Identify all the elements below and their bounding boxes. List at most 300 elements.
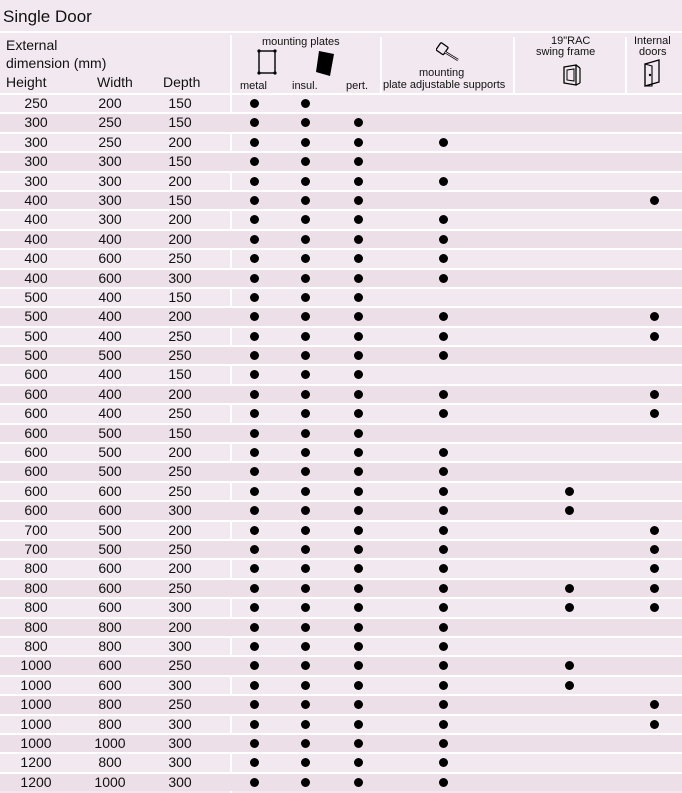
width-cell: 400 xyxy=(98,308,122,325)
adj-available-dot xyxy=(439,332,448,341)
width-cell: 600 xyxy=(98,250,122,267)
depth-cell: 150 xyxy=(168,424,192,441)
table-row xyxy=(0,520,682,539)
height-cell: 1000 xyxy=(20,696,52,713)
rac-label-1: 19"RAC xyxy=(551,35,591,47)
insul-available-dot xyxy=(301,603,310,612)
pert-available-dot xyxy=(354,351,363,360)
int-available-dot xyxy=(650,564,659,573)
height-cell: 400 xyxy=(24,269,48,286)
table-row xyxy=(0,442,682,461)
depth-cell: 250 xyxy=(168,405,192,422)
table-row xyxy=(0,132,682,151)
insul-available-dot xyxy=(301,526,310,535)
metal-available-dot xyxy=(250,370,259,379)
metal-available-dot xyxy=(250,739,259,748)
insul-available-dot xyxy=(301,623,310,632)
depth-cell: 150 xyxy=(168,191,192,208)
depth-cell: 150 xyxy=(168,153,192,170)
height-cell: 600 xyxy=(24,385,48,402)
pert-available-dot xyxy=(354,506,363,515)
width-cell: 400 xyxy=(98,288,122,305)
insul-available-dot xyxy=(301,545,310,554)
table-row xyxy=(0,694,682,713)
insul-available-dot xyxy=(301,351,310,360)
table-row xyxy=(0,733,682,752)
metal-available-dot xyxy=(250,312,259,321)
width-cell: 600 xyxy=(98,676,122,693)
adj-available-dot xyxy=(439,467,448,476)
height-cell: 800 xyxy=(24,579,48,596)
int-available-dot xyxy=(650,526,659,535)
depth-cell: 150 xyxy=(168,288,192,305)
insul-available-dot xyxy=(301,409,310,418)
metal-available-dot xyxy=(250,332,259,341)
width-cell: 250 xyxy=(98,114,122,131)
width-cell: 600 xyxy=(98,482,122,499)
table-row xyxy=(0,655,682,674)
insul-available-dot xyxy=(301,506,310,515)
table-row xyxy=(0,345,682,364)
height-cell: 600 xyxy=(24,366,48,383)
adjustable-support-icon xyxy=(436,41,462,63)
adj-available-dot xyxy=(439,526,448,535)
height-cell: 1200 xyxy=(20,773,52,790)
depth-cell: 300 xyxy=(168,637,192,654)
table-row xyxy=(0,112,682,131)
adj-available-dot xyxy=(439,215,448,224)
depth-cell: 150 xyxy=(168,95,192,111)
metal-plate-icon xyxy=(256,48,278,76)
width-cell: 800 xyxy=(98,618,122,635)
depth-cell: 250 xyxy=(168,696,192,713)
metal-available-dot xyxy=(250,603,259,612)
depth-cell: 150 xyxy=(168,114,192,131)
table-row xyxy=(0,171,682,190)
width-cell: 600 xyxy=(98,599,122,616)
adj-available-dot xyxy=(439,700,448,709)
table-row xyxy=(0,461,682,480)
column-separator xyxy=(380,37,382,93)
insul-available-dot xyxy=(301,332,310,341)
pert-available-dot xyxy=(354,274,363,283)
insul-available-dot xyxy=(301,739,310,748)
pert-available-dot xyxy=(354,370,363,379)
adj-available-dot xyxy=(439,409,448,418)
height-cell: 400 xyxy=(24,191,48,208)
insul-available-dot xyxy=(301,370,310,379)
adj-available-dot xyxy=(439,661,448,670)
pert-available-dot xyxy=(354,700,363,709)
pert-available-dot xyxy=(354,429,363,438)
metal-available-dot xyxy=(250,138,259,147)
pert-available-dot xyxy=(354,681,363,690)
depth-cell: 300 xyxy=(168,676,192,693)
insul-available-dot xyxy=(301,467,310,476)
table-row xyxy=(0,539,682,558)
depth-cell: 200 xyxy=(168,308,192,325)
page-title: Single Door xyxy=(0,0,682,33)
metal-available-dot xyxy=(250,758,259,767)
height-cell: 1000 xyxy=(20,734,52,751)
metal-available-dot xyxy=(250,700,259,709)
insul-available-dot xyxy=(301,177,310,186)
adj-available-dot xyxy=(439,720,448,729)
mounting-plates-header: mounting plates xyxy=(262,36,340,48)
height-cell: 500 xyxy=(24,327,48,344)
metal-available-dot xyxy=(250,274,259,283)
table-row xyxy=(0,326,682,345)
metal-available-dot xyxy=(250,390,259,399)
adj-available-dot xyxy=(439,487,448,496)
depth-cell: 200 xyxy=(168,444,192,461)
insul-available-dot xyxy=(301,564,310,573)
height-cell: 600 xyxy=(24,424,48,441)
table-row xyxy=(0,268,682,287)
width-cell: 400 xyxy=(98,405,122,422)
insul-available-dot xyxy=(301,99,310,108)
width-cell: 500 xyxy=(98,347,122,364)
insul-available-dot xyxy=(301,429,310,438)
adj-available-dot xyxy=(439,177,448,186)
pert-available-dot xyxy=(354,778,363,787)
width-cell: 500 xyxy=(98,540,122,557)
pert-available-dot xyxy=(354,661,363,670)
height-cell: 500 xyxy=(24,347,48,364)
width-cell: 200 xyxy=(98,95,122,111)
height-cell: 1200 xyxy=(20,754,52,771)
ext-dim-label-1: External xyxy=(6,37,58,53)
pert-available-dot xyxy=(354,235,363,244)
adj-support-label-1: mounting xyxy=(419,67,465,79)
pert-available-dot xyxy=(354,739,363,748)
insul-available-dot xyxy=(301,293,310,302)
height-cell: 600 xyxy=(24,482,48,499)
width-cell: 500 xyxy=(98,444,122,461)
table-row xyxy=(0,500,682,519)
pert-available-dot xyxy=(354,409,363,418)
width-cell: 600 xyxy=(98,657,122,674)
metal-available-dot xyxy=(250,642,259,651)
adj-available-dot xyxy=(439,778,448,787)
pert-available-dot xyxy=(354,564,363,573)
insul-available-dot xyxy=(301,487,310,496)
insul-available-dot xyxy=(301,778,310,787)
table-row xyxy=(0,617,682,636)
int-available-dot xyxy=(650,720,659,729)
width-cell: 500 xyxy=(98,521,122,538)
table-row xyxy=(0,190,682,209)
insul-header: insul. xyxy=(292,80,318,92)
width-cell: 600 xyxy=(98,560,122,577)
insul-available-dot xyxy=(301,681,310,690)
rac-label-2: swing frame xyxy=(536,46,596,58)
height-cell: 700 xyxy=(24,540,48,557)
table-row xyxy=(0,384,682,403)
int-available-dot xyxy=(650,409,659,418)
pert-available-dot xyxy=(354,390,363,399)
pert-available-dot xyxy=(354,526,363,535)
pert-available-dot xyxy=(354,138,363,147)
height-cell: 300 xyxy=(24,172,48,189)
internal-doors-label-1: Internal xyxy=(634,35,671,47)
adj-available-dot xyxy=(439,274,448,283)
width-cell: 600 xyxy=(98,502,122,519)
pert-available-dot xyxy=(354,332,363,341)
pert-available-dot xyxy=(354,603,363,612)
table-row xyxy=(0,423,682,442)
table-row xyxy=(0,209,682,228)
height-cell: 800 xyxy=(24,599,48,616)
height-cell: 400 xyxy=(24,211,48,228)
int-available-dot xyxy=(650,312,659,321)
rac-available-dot xyxy=(565,603,574,612)
depth-cell: 300 xyxy=(168,773,192,790)
width-cell: 500 xyxy=(98,424,122,441)
width-cell: 400 xyxy=(98,385,122,402)
insul-available-dot xyxy=(301,390,310,399)
insul-available-dot xyxy=(301,700,310,709)
metal-available-dot xyxy=(250,681,259,690)
width-cell: 500 xyxy=(98,463,122,480)
height-cell: 800 xyxy=(24,618,48,635)
width-cell: 800 xyxy=(98,754,122,771)
adj-available-dot xyxy=(439,681,448,690)
width-cell: 800 xyxy=(98,715,122,732)
adj-available-dot xyxy=(439,758,448,767)
adj-available-dot xyxy=(439,642,448,651)
adj-available-dot xyxy=(439,312,448,321)
metal-available-dot xyxy=(250,448,259,457)
width-header: Width xyxy=(97,74,133,90)
depth-cell: 200 xyxy=(168,172,192,189)
insul-available-dot xyxy=(301,584,310,593)
internal-door-icon xyxy=(641,58,663,88)
width-cell: 800 xyxy=(98,696,122,713)
insul-available-dot xyxy=(301,196,310,205)
pert-header: pert. xyxy=(346,80,369,92)
pert-available-dot xyxy=(354,487,363,496)
metal-available-dot xyxy=(250,293,259,302)
metal-available-dot xyxy=(250,254,259,263)
insul-available-dot xyxy=(301,157,310,166)
insul-available-dot xyxy=(301,642,310,651)
metal-available-dot xyxy=(250,351,259,360)
depth-cell: 250 xyxy=(168,347,192,364)
table-row xyxy=(0,287,682,306)
rac-available-dot xyxy=(565,584,574,593)
insul-available-dot xyxy=(301,448,310,457)
depth-cell: 300 xyxy=(168,754,192,771)
insul-available-dot xyxy=(301,274,310,283)
height-cell: 800 xyxy=(24,637,48,654)
adj-available-dot xyxy=(439,235,448,244)
width-cell: 1000 xyxy=(94,773,126,790)
insul-available-dot xyxy=(301,720,310,729)
column-separator xyxy=(625,37,627,93)
depth-cell: 250 xyxy=(168,540,192,557)
insul-available-dot xyxy=(301,254,310,263)
table-row xyxy=(0,597,682,616)
adj-support-label-2: plate adjustable supports xyxy=(383,79,506,91)
pert-available-dot xyxy=(354,293,363,302)
insul-available-dot xyxy=(301,758,310,767)
rac-available-dot xyxy=(565,661,574,670)
metal-available-dot xyxy=(250,235,259,244)
height-cell: 700 xyxy=(24,521,48,538)
table-row xyxy=(0,93,682,112)
metal-available-dot xyxy=(250,661,259,670)
width-cell: 300 xyxy=(98,211,122,228)
depth-header: Depth xyxy=(163,74,201,90)
pert-available-dot xyxy=(354,642,363,651)
height-cell: 600 xyxy=(24,502,48,519)
depth-cell: 250 xyxy=(168,250,192,267)
depth-cell: 200 xyxy=(168,230,192,247)
depth-cell: 250 xyxy=(168,657,192,674)
height-cell: 300 xyxy=(24,114,48,131)
table-row xyxy=(0,675,682,694)
pert-available-dot xyxy=(354,467,363,476)
depth-cell: 250 xyxy=(168,482,192,499)
depth-cell: 200 xyxy=(168,560,192,577)
metal-available-dot xyxy=(250,545,259,554)
adj-available-dot xyxy=(439,603,448,612)
pert-available-dot xyxy=(354,215,363,224)
table-row xyxy=(0,558,682,577)
adj-available-dot xyxy=(439,506,448,515)
depth-cell: 200 xyxy=(168,385,192,402)
width-cell: 400 xyxy=(98,327,122,344)
table-row xyxy=(0,151,682,170)
height-cell: 500 xyxy=(24,288,48,305)
pert-available-dot xyxy=(354,584,363,593)
pert-available-dot xyxy=(354,157,363,166)
adj-available-dot xyxy=(439,351,448,360)
height-cell: 1000 xyxy=(20,657,52,674)
table-header xyxy=(0,35,682,93)
metal-available-dot xyxy=(250,623,259,632)
depth-cell: 300 xyxy=(168,734,192,751)
insul-available-dot xyxy=(301,118,310,127)
metal-header: metal xyxy=(240,80,267,92)
width-cell: 600 xyxy=(98,269,122,286)
depth-cell: 150 xyxy=(168,366,192,383)
table-row xyxy=(0,306,682,325)
pert-available-dot xyxy=(354,177,363,186)
adj-available-dot xyxy=(439,564,448,573)
pert-available-dot xyxy=(354,448,363,457)
metal-available-dot xyxy=(250,778,259,787)
pert-available-dot xyxy=(354,196,363,205)
insul-available-dot xyxy=(301,661,310,670)
width-cell: 400 xyxy=(98,366,122,383)
width-cell: 600 xyxy=(98,579,122,596)
depth-cell: 300 xyxy=(168,502,192,519)
metal-available-dot xyxy=(250,215,259,224)
height-cell: 300 xyxy=(24,133,48,150)
swing-frame-icon xyxy=(562,63,582,87)
height-cell: 300 xyxy=(24,153,48,170)
depth-cell: 250 xyxy=(168,579,192,596)
insul-available-dot xyxy=(301,138,310,147)
int-available-dot xyxy=(650,332,659,341)
table-row xyxy=(0,772,682,791)
adj-available-dot xyxy=(439,390,448,399)
depth-cell: 300 xyxy=(168,715,192,732)
pert-available-dot xyxy=(354,118,363,127)
metal-available-dot xyxy=(250,429,259,438)
depth-cell: 300 xyxy=(168,599,192,616)
ext-dim-label-2: dimension (mm) xyxy=(6,55,107,71)
insulated-plate-icon xyxy=(314,49,336,77)
int-available-dot xyxy=(650,700,659,709)
depth-cell: 250 xyxy=(168,463,192,480)
table-row xyxy=(0,752,682,771)
height-cell: 400 xyxy=(24,230,48,247)
rac-available-dot xyxy=(565,487,574,496)
depth-cell: 200 xyxy=(168,618,192,635)
height-cell: 600 xyxy=(24,463,48,480)
adj-available-dot xyxy=(439,623,448,632)
depth-cell: 200 xyxy=(168,133,192,150)
width-cell: 400 xyxy=(98,230,122,247)
int-available-dot xyxy=(650,603,659,612)
table-row xyxy=(0,229,682,248)
height-cell: 600 xyxy=(24,444,48,461)
metal-available-dot xyxy=(250,177,259,186)
metal-available-dot xyxy=(250,118,259,127)
rac-available-dot xyxy=(565,681,574,690)
adj-available-dot xyxy=(439,584,448,593)
pert-available-dot xyxy=(354,545,363,554)
width-cell: 1000 xyxy=(94,734,126,751)
table-row xyxy=(0,578,682,597)
height-cell: 400 xyxy=(24,250,48,267)
table-row xyxy=(0,403,682,422)
metal-available-dot xyxy=(250,506,259,515)
depth-cell: 300 xyxy=(168,269,192,286)
height-cell: 600 xyxy=(24,405,48,422)
internal-doors-label-2: doors xyxy=(639,46,667,58)
insul-available-dot xyxy=(301,235,310,244)
width-cell: 300 xyxy=(98,153,122,170)
metal-available-dot xyxy=(250,467,259,476)
metal-available-dot xyxy=(250,584,259,593)
width-cell: 250 xyxy=(98,133,122,150)
metal-available-dot xyxy=(250,157,259,166)
insul-available-dot xyxy=(301,215,310,224)
table-row xyxy=(0,636,682,655)
height-header: Height xyxy=(6,74,47,90)
table-row xyxy=(0,481,682,500)
table-row xyxy=(0,364,682,383)
adj-available-dot xyxy=(439,545,448,554)
metal-available-dot xyxy=(250,99,259,108)
width-cell: 300 xyxy=(98,172,122,189)
int-available-dot xyxy=(650,584,659,593)
width-cell: 800 xyxy=(98,637,122,654)
depth-cell: 200 xyxy=(168,521,192,538)
pert-available-dot xyxy=(354,254,363,263)
pert-available-dot xyxy=(354,758,363,767)
adj-available-dot xyxy=(439,254,448,263)
depth-cell: 200 xyxy=(168,211,192,228)
adj-available-dot xyxy=(439,739,448,748)
metal-available-dot xyxy=(250,196,259,205)
pert-available-dot xyxy=(354,623,363,632)
metal-available-dot xyxy=(250,564,259,573)
